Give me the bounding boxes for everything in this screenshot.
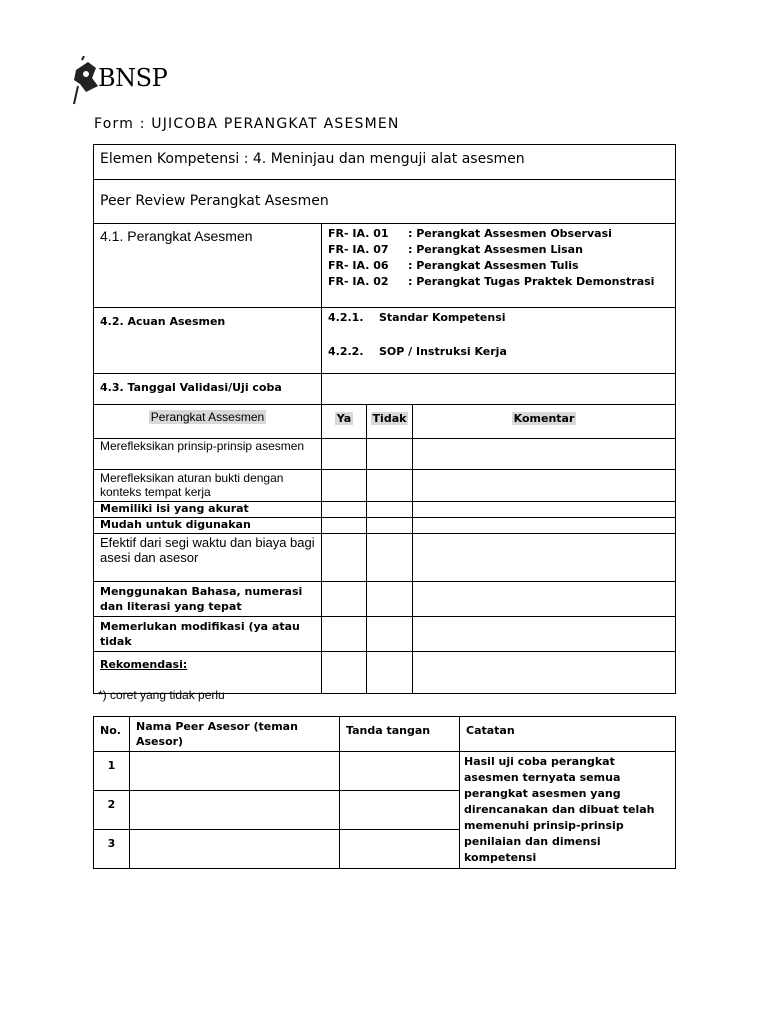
ya-cell[interactable]	[322, 439, 367, 470]
tidak-cell[interactable]	[367, 582, 413, 617]
sig-no: 1	[107, 759, 116, 772]
ref-code: FR- IA. 01	[328, 227, 389, 240]
tanggal-label-cell	[94, 374, 322, 405]
sig-catatan-text: Hasil uji coba perangkat asesmen ternyata semua perangkat asesmen yang direncanakan dan dibuat telah memenuhi prinsip-prinsip penilaian dan dimensi kompetensi	[464, 755, 655, 864]
sig-header-nama-label: Nama Peer Asesor (teman Asesor)	[136, 720, 298, 748]
tanggal-label: 4.3. Tanggal Validasi/Uji coba	[100, 381, 282, 394]
sig-tanda-cell[interactable]	[340, 791, 460, 830]
ya-cell[interactable]	[322, 617, 367, 652]
criteria-label-cell	[94, 502, 322, 518]
col-header-tidak	[367, 405, 413, 439]
perangkat-ref-row	[328, 274, 669, 290]
acuan-item	[328, 344, 669, 360]
ref-code: FR- IA. 06	[328, 259, 389, 272]
criteria-row	[94, 617, 676, 652]
sig-no-cell	[94, 830, 130, 869]
criteria-row	[94, 439, 676, 470]
criteria-label-cell	[94, 518, 322, 534]
sig-tanda-cell[interactable]	[340, 752, 460, 791]
criteria-label: Memiliki isi yang akurat	[100, 502, 249, 515]
bnsp-emblem-icon	[70, 56, 100, 108]
sig-catatan-cell	[460, 752, 676, 869]
komentar-cell[interactable]	[413, 652, 676, 694]
col-header-komentar-label: Komentar	[513, 412, 575, 425]
ref-code: FR- IA. 02	[328, 275, 389, 288]
komentar-cell[interactable]	[413, 518, 676, 534]
col-header-perangkat-label: Perangkat Assesmen	[150, 410, 265, 424]
ya-cell[interactable]	[322, 502, 367, 518]
perangkat-ref-row	[328, 258, 669, 274]
perangkat-label-cell	[94, 224, 322, 308]
acuan-num: 4.2.1.	[328, 311, 364, 324]
criteria-label-cell	[94, 617, 322, 652]
tidak-cell[interactable]	[367, 652, 413, 694]
tidak-cell[interactable]	[367, 534, 413, 582]
criteria-label-cell	[94, 534, 322, 582]
col-header-komentar	[413, 405, 676, 439]
sig-header-tanda-label: Tanda tangan	[346, 724, 431, 737]
sig-header-catatan-label: Catatan	[466, 724, 515, 737]
sig-nama-cell[interactable]	[130, 791, 340, 830]
elemen-kompetensi: Elemen Kompetensi : 4. Meninjau dan menguji alat asesmen	[100, 151, 525, 167]
ya-cell[interactable]	[322, 534, 367, 582]
col-header-ya-label: Ya	[336, 412, 352, 425]
criteria-label: Menggunakan Bahasa, numerasi dan literasi yang tepat	[100, 585, 303, 613]
tidak-cell[interactable]	[367, 502, 413, 518]
elemen-kompetensi-cell	[94, 145, 676, 180]
col-header-tidak-label: Tidak	[372, 412, 407, 425]
perangkat-ref-row	[328, 226, 669, 242]
criteria-row	[94, 534, 676, 582]
ya-cell[interactable]	[322, 582, 367, 617]
col-header-ya	[322, 405, 367, 439]
logo-text: BNSP	[98, 64, 168, 92]
perangkat-refs-cell	[322, 224, 676, 308]
sig-header-catatan	[460, 717, 676, 752]
sig-tanda-cell[interactable]	[340, 830, 460, 869]
sig-header-nama	[130, 717, 340, 752]
ref-desc: : Perangkat Tugas Praktek Demonstrasi	[408, 275, 655, 288]
acuan-label: 4.2. Acuan Asesmen	[100, 315, 226, 328]
criteria-label-cell	[94, 582, 322, 617]
acuan-item	[328, 310, 669, 326]
perangkat-ref-row	[328, 242, 669, 258]
ya-cell[interactable]	[322, 652, 367, 694]
komentar-cell[interactable]	[413, 502, 676, 518]
komentar-cell[interactable]	[413, 439, 676, 470]
acuan-num: 4.2.2.	[328, 345, 364, 358]
acuan-text: SOP / Instruksi Kerja	[379, 345, 507, 358]
acuan-text: Standar Kompetensi	[379, 311, 506, 324]
criteria-label: Efektif dari segi waktu dan biaya bagi asesi dan asesor	[100, 535, 315, 565]
criteria-label: Merefleksikan aturan bukti dengan konteks tempat kerja	[100, 471, 284, 499]
peer-review-cell	[94, 180, 676, 224]
rekomendasi-label: Rekomendasi:	[100, 658, 188, 671]
ref-desc: : Perangkat Assesmen Tulis	[408, 259, 579, 272]
ref-desc: : Perangkat Assesmen Observasi	[408, 227, 612, 240]
tidak-cell[interactable]	[367, 470, 413, 502]
acuan-items-cell	[322, 308, 676, 374]
peer-review-title: Peer Review Perangkat Asesmen	[100, 193, 329, 209]
ref-desc: : Perangkat Assesmen Lisan	[408, 243, 583, 256]
criteria-label: Memerlukan modifikasi (ya atau tidak	[100, 620, 300, 648]
komentar-cell[interactable]	[413, 617, 676, 652]
sig-no-cell	[94, 752, 130, 791]
ref-code: FR- IA. 07	[328, 243, 389, 256]
signature-table	[93, 716, 676, 869]
tanggal-value-cell[interactable]	[322, 374, 676, 405]
criteria-label-cell	[94, 439, 322, 470]
footnote: *) coret yang tidak perlu	[98, 688, 225, 702]
sig-nama-cell[interactable]	[130, 752, 340, 791]
form-title: Form : UJICOBA PERANGKAT ASESMEN	[94, 116, 400, 132]
sig-header-tanda	[340, 717, 460, 752]
bnsp-logo	[70, 56, 180, 108]
criteria-row	[94, 502, 676, 518]
criteria-label: Merefleksikan prinsip-prinsip asesmen	[100, 439, 305, 453]
sig-header-no	[94, 717, 130, 752]
criteria-row	[94, 582, 676, 617]
sig-row	[94, 752, 676, 791]
criteria-row	[94, 518, 676, 534]
criteria-label-cell	[94, 470, 322, 502]
sig-header-no-label: No.	[100, 724, 121, 737]
komentar-cell[interactable]	[413, 534, 676, 582]
ya-cell[interactable]	[322, 470, 367, 502]
criteria-label: Mudah untuk digunakan	[100, 518, 251, 531]
criteria-row	[94, 470, 676, 502]
col-header-perangkat	[94, 405, 322, 439]
tidak-cell[interactable]	[367, 439, 413, 470]
sig-no: 2	[107, 798, 116, 811]
komentar-cell[interactable]	[413, 470, 676, 502]
perangkat-label: 4.1. Perangkat Asesmen	[100, 228, 253, 244]
komentar-cell[interactable]	[413, 582, 676, 617]
sig-no: 3	[107, 837, 116, 850]
assessment-table	[93, 144, 676, 694]
sig-nama-cell[interactable]	[130, 830, 340, 869]
sig-no-cell	[94, 791, 130, 830]
acuan-label-cell	[94, 308, 322, 374]
tidak-cell[interactable]	[367, 617, 413, 652]
ya-cell[interactable]	[322, 518, 367, 534]
tidak-cell[interactable]	[367, 518, 413, 534]
